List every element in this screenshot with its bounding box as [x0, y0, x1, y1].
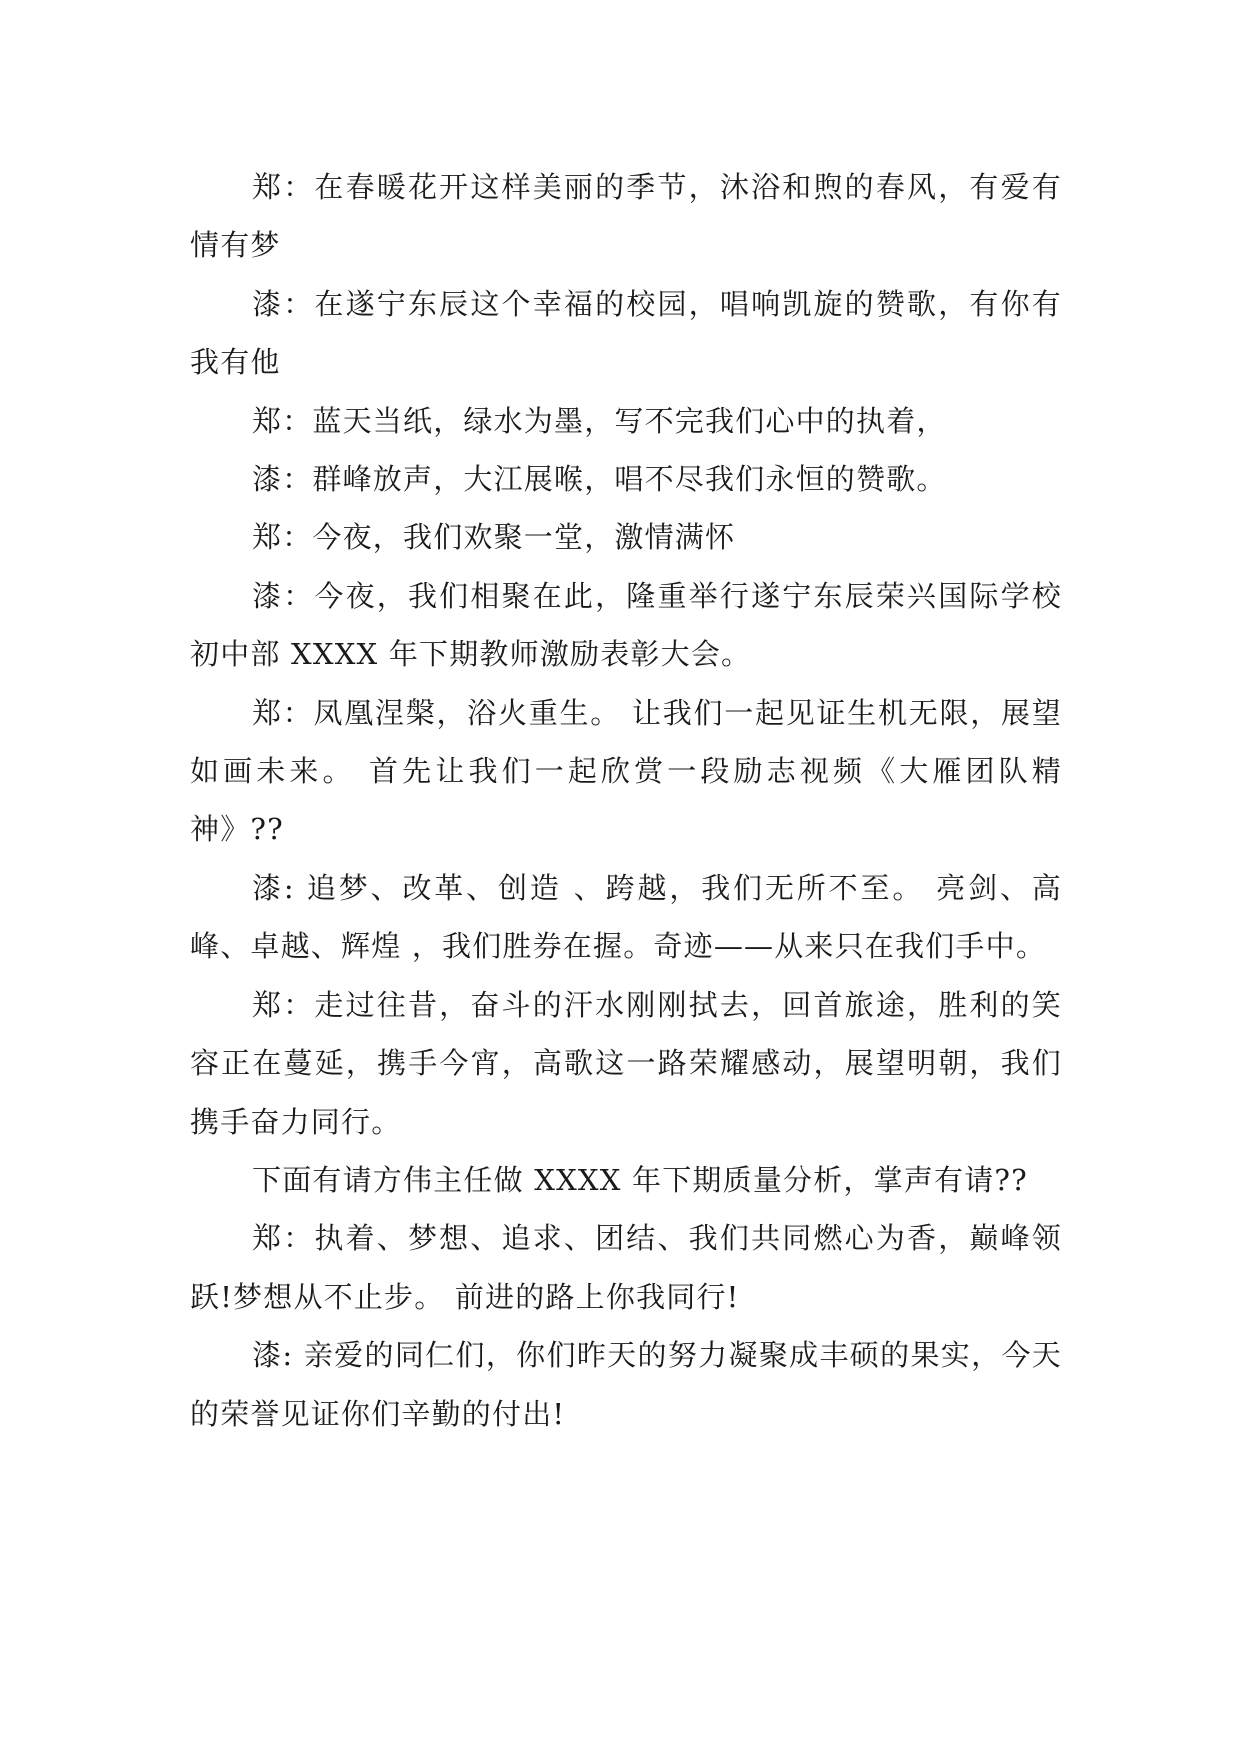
document-body: [190, 158, 1062, 1443]
paragraph: 郑：今夜，我们欢聚一堂，激情满怀: [252, 520, 736, 555]
paragraph: 漆: 亲爱的同仁们，你们昨天的努力凝聚成丰硕的果实，今天的荣誉见证你们辛勤的付出!: [190, 1338, 1062, 1431]
paragraph: 郑：走过往昔，奋斗的汗水刚刚拭去，回首旅途，胜利的笑容正在蔓延，携手今宵，高歌这一路荣耀感动，展望明朝，我们携手奋力同行。: [190, 987, 1062, 1139]
paragraph: 郑：蓝天当纸，绿水为墨，写不完我们心中的执着，: [252, 403, 947, 438]
paragraph: 漆：群峰放声，大江展喉，唱不尽我们永恒的赞歌。: [252, 462, 947, 497]
paragraph: 漆: 追梦、改革、创造 、跨越，我们无所不至。 亮剑、高峰、卓越、辉煌 ，我们胜券在握。奇迹——从来只在我们手中。: [190, 870, 1062, 964]
paragraph: 郑：凤凰涅槃，浴火重生。 让我们一起见证生机无限，展望如画未来。 首先让我们一起欣赏一段励志视频《大雁团队精神》??: [190, 695, 1062, 847]
paragraph: 郑：执着、梦想、追求、团结、我们共同燃心为香，巅峰领跃!梦想从不止步。 前进的路上你我同行!: [190, 1221, 1062, 1314]
paragraph: 漆：今夜，我们相聚在此，隆重举行遂宁东辰荣兴国际学校初中部 XXXX 年下期教师激励表彰大会。: [190, 578, 1062, 672]
paragraph: 下面有请方伟主任做 XXXX 年下期质量分析，掌声有请??: [252, 1162, 1028, 1197]
paragraph: 郑：在春暖花开这样美丽的季节，沐浴和煦的春风，有爱有情有梦: [190, 170, 1062, 263]
paragraph: 漆：在遂宁东辰这个幸福的校园，唱响凯旋的赞歌，有你有我有他: [190, 286, 1062, 380]
